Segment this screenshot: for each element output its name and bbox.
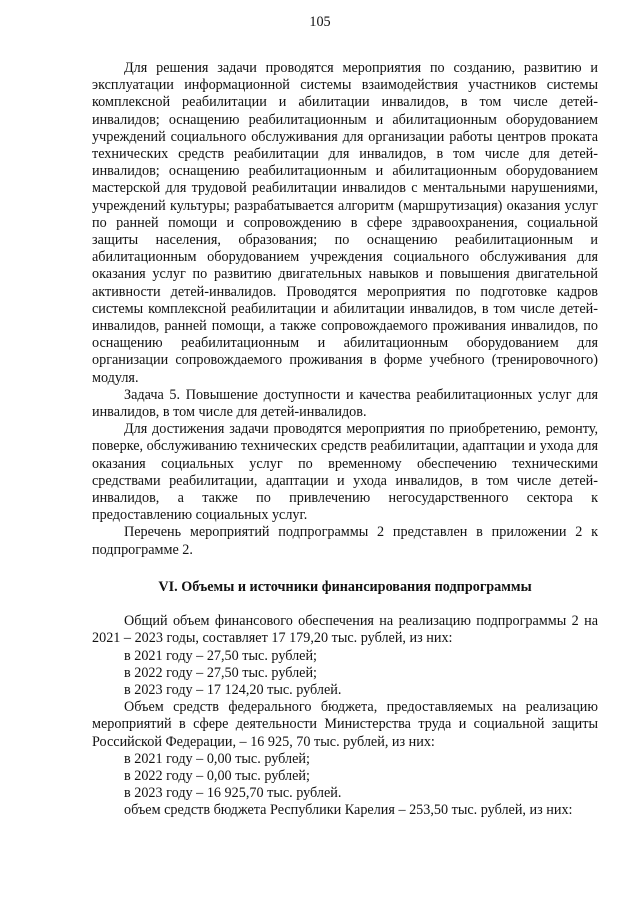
paragraph-task-5: Задача 5. Повышение доступности и качества реабилитационных услуг для инвалидов, в том числе для детей-инвалидов. [92,386,598,421]
section-heading: VI. Объемы и источники финансирования подпрограммы [158,578,532,595]
list-item-total-2021: в 2021 году – 27,50 тыс. рублей; [124,647,317,664]
page-body [92,60,598,820]
list-item-federal-2023: в 2023 году – 16 925,70 тыс. рублей. [124,785,342,802]
paragraph-regional-funding: объем средств бюджета Республики Карелия – 253,50 тыс. рублей, из них: [124,802,573,819]
list-item-federal-2021: в 2021 году – 0,00 тыс. рублей; [124,750,310,767]
page-number: 105 [309,14,331,30]
list-item-federal-2022: в 2022 году – 0,00 тыс. рублей; [124,767,310,784]
paragraph-measures: Для решения задачи проводятся мероприятия по созданию, развитию и эксплуатации информационной системы взаимодействия участников системы комплексной реабилитации и абилитации инвалидов, в том числе детей-инвалидов; оснащению реабилитационным и абилитационным оборудованием учреждений социального обслуживания для организации работы центров проката технических средств реабилитации для инвалидов, в том числе для детей-инвалидов; оснащению реабилитационным и абилитационным оборудованием мастерской для трудовой реабилитации инвалидов с ментальными нарушениями, учреждений культуры; разрабатывается алгоритм (маршрутизация) оказания услуг по ранней помощи и сопровождению в сфере здравоохранения, социальной защиты населения, образования; по оснащению реабилитационным и абилитационным оборудованием учреждения социального обслуживания для оказания услуг по развитию двигательных навыков и повышения двигательной активности детей-инвалидов. Проводятся мероприятия по подготовке кадров системы комплексной реабилитации и абилитации инвалидов, в том числе детей-инвалидов, ранней помощи, а также сопровождаемого проживания инвалидов, по оснащению реабилитационным и абилитационным оборудованием для организации сопровождаемого проживания в форме учебного (тренировочного) модуля. [92,60,598,386]
paragraph-total-funding: Общий объем финансового обеспечения на реализацию подпрограммы 2 на 2021 – 2023 годы, составляет 17 179,20 тыс. рублей, из них: [92,613,598,647]
list-item-total-2022: в 2022 году – 27,50 тыс. рублей; [124,664,317,681]
paragraph-federal-funding: Объем средств федерального бюджета, предоставляемых на реализацию мероприятий в сфере деятельности Министерства труда и социальной защиты Российской Федерации, – 16 925, 70 тыс. рублей, из них: [92,699,598,750]
paragraph-task-5-measures: Для достижения задачи проводятся мероприятия по приобретению, ремонту, поверке, обслуживанию технических средств реабилитации, адаптации и ухода для оказания социальных услуг по временному обеспечению техническими средствами реабилитации, адаптации и ухода инвалидов, в том числе детей-инвалидов, а также по привлечению негосударственного сектора к предоставлению социальных услуг. [92,421,598,524]
list-item-total-2023: в 2023 году – 17 124,20 тыс. рублей. [124,681,342,698]
paragraph-appendix-reference: Перечень мероприятий подпрограммы 2 представлен в приложении 2 к подпрограмме 2. [92,524,598,558]
